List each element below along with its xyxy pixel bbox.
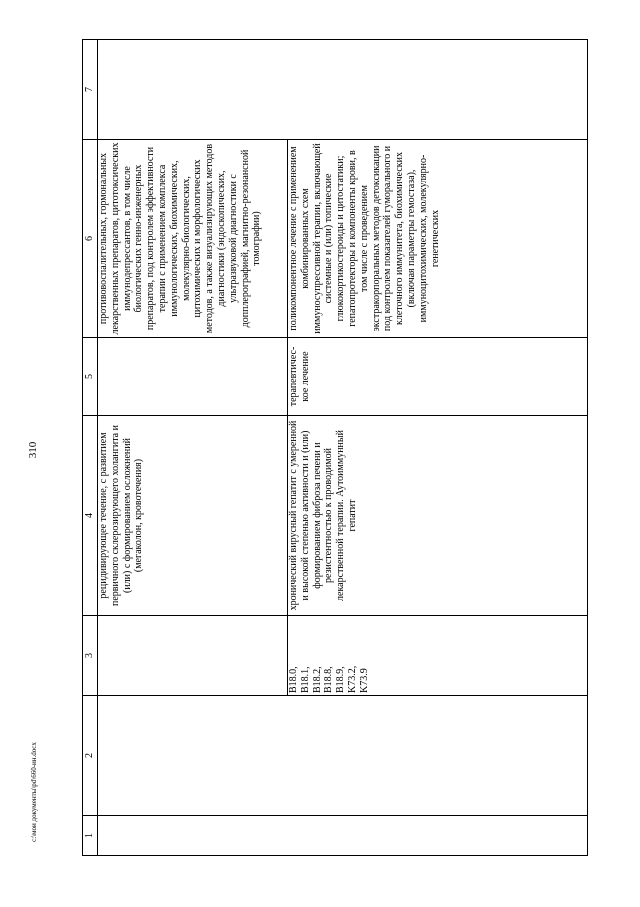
header-col-4: 4 [83, 416, 98, 616]
page-number: 310 [27, 441, 39, 459]
header-col-1: 1 [83, 816, 98, 856]
cell-method-hepatitis: поликомпонентное лечение с применением комбинированных схем иммуносупрессивной терапии, включающей системные и (или) топические глюкокортикостероиды и цитостатики; гепатопротекторы и компоненты крови, в том числе с проведением экстракорпоральных методов детоксикации под контролем показателей гуморального и клеточного иммунитета, биохимических (включая параметры гемостаза), иммуноцитохимических, молекулярно-генетических [288, 140, 588, 338]
table-row-continued [98, 40, 288, 856]
header-col-7: 7 [83, 40, 98, 140]
header-col-2: 2 [83, 696, 98, 816]
cell-treatment-type: терапевтичес-кое лечение [288, 338, 588, 416]
table-header-row [83, 40, 98, 856]
cell-col-3-continued [98, 616, 288, 696]
cell-icd-codes: B18.0, B18.1, B18.2, B18.8, B18.9, K73.2, K73.9 [288, 616, 588, 696]
cell-col-1 [98, 816, 588, 856]
cell-diagnosis-hepatitis: хронический вирусный гепатит с умеренной и высокой степенью активности и (или) формированием фиброза печени и резистентностью к проводимой лекарственной терапии. Аутоиммунный гепатит [288, 416, 588, 616]
header-col-3: 3 [83, 616, 98, 696]
header-col-5: 5 [83, 338, 98, 416]
cell-method-continued: противовоспалительных, гормональных лекарственных препаратов, цитотоксических иммунодепрессантов, в том числе биологических генно-инженерных препаратов, под контролем эффективности терапии с применением комплекса иммунологических, биохимических, молекулярно-биологических, цитохимических и морфологических методов, а также визуализирующих методов диагностики (эндоскопических, ультразвуковой диагностики с допплерографией, магнитно-резонансной томографии) [98, 140, 288, 338]
cell-col-2 [98, 696, 588, 816]
file-path-footer: c:\мои документы\pd\660-ин.docx [30, 742, 38, 842]
cell-col-7 [98, 40, 588, 140]
medical-care-table [82, 39, 588, 856]
cell-diagnosis-continued: рецидивирующее течение, с развитием первичного склерозирующего холангита и (или) с формированием осложнений (мегаколон, кровотечения) [98, 416, 288, 616]
rotated-table-wrapper [82, 40, 588, 856]
cell-col-5-continued [98, 338, 288, 416]
header-col-6: 6 [83, 140, 98, 338]
